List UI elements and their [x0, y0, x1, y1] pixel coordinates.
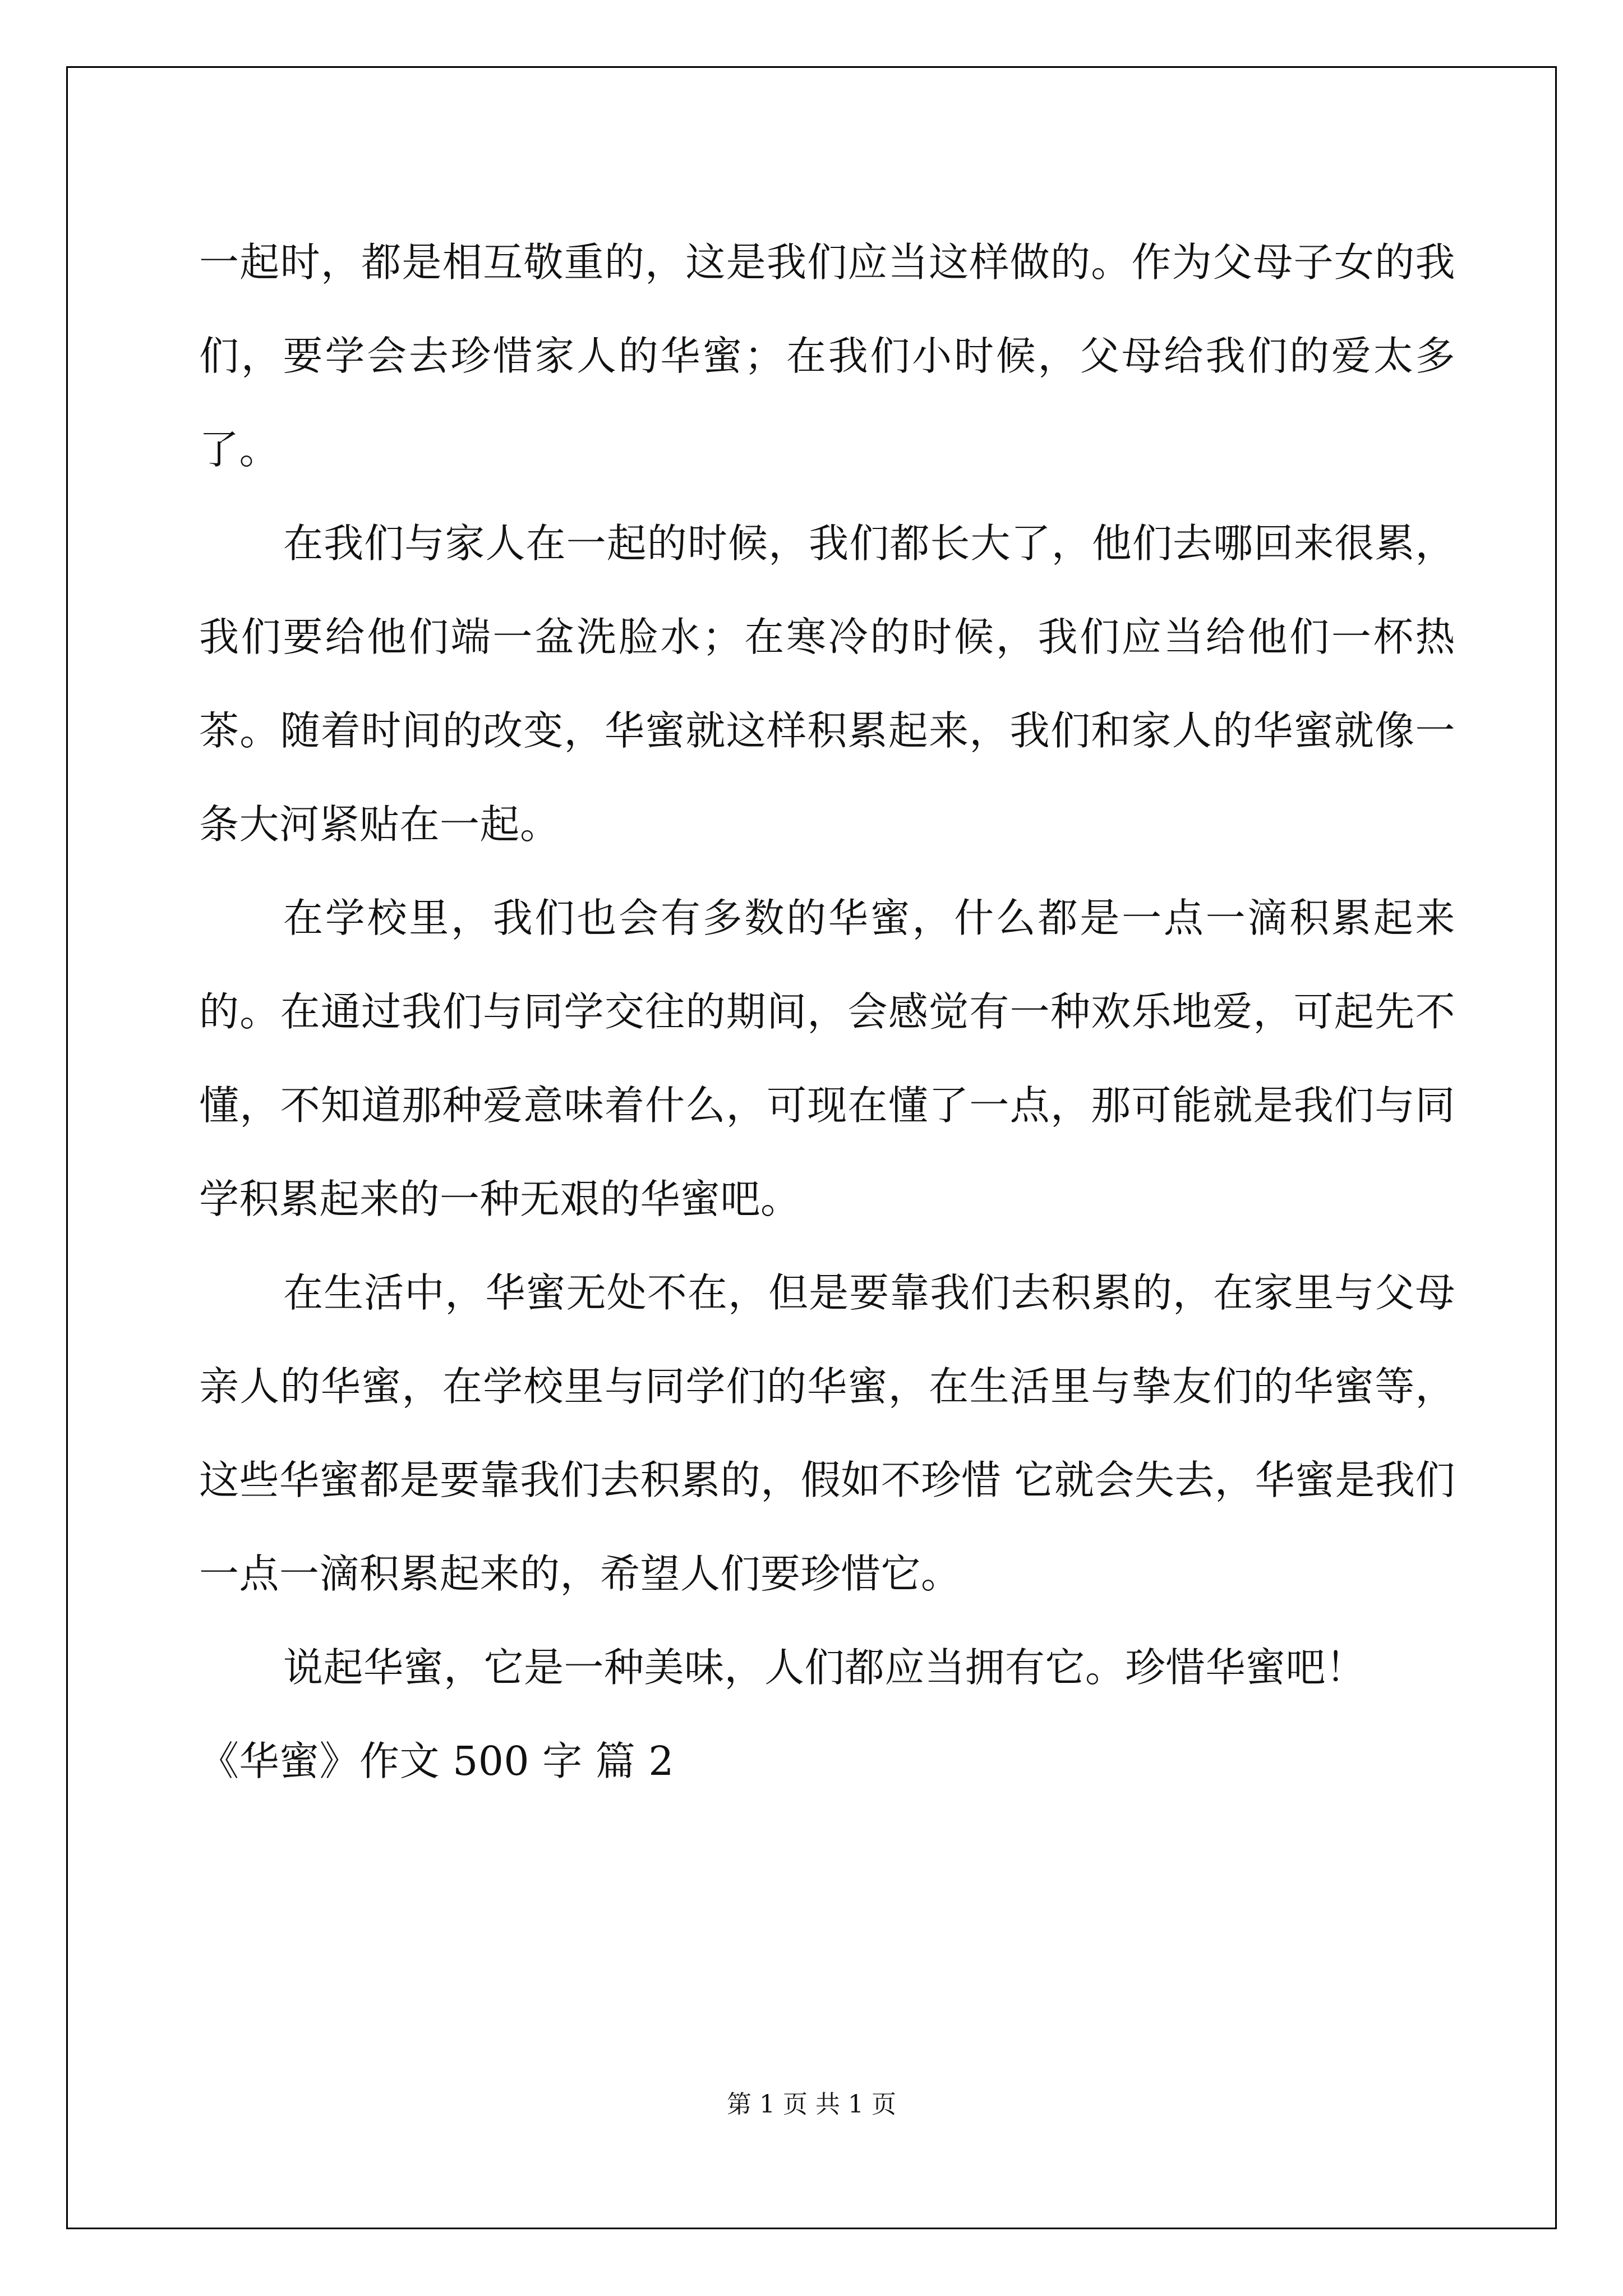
- paragraph-3: 在学校里，我们也会有多数的华蜜，什么都是一点一滴积累起来的。在通过我们与同学交往的期间，会感觉有一种欢乐地爱，可起先不懂，不知道那种爱意味着什么，可现在懂了一点，那可能就是我们与同学积累起来的一种无艰的华蜜吧。: [199, 895, 1455, 1222]
- paragraph-1: 一起时，都是相互敬重的，这是我们应当这样做的。作为父母子女的我们，要学会去珍惜家人的华蜜；在我们小时候，父母给我们的爱太多了。: [199, 239, 1455, 473]
- document-body: [199, 215, 1455, 1808]
- section-heading: 《华蜜》作文 500 字 篇 2: [199, 1738, 674, 1784]
- paragraph-4: 在生活中，华蜜无处不在，但是要靠我们去积累的，在家里与父母亲人的华蜜，在学校里与同学们的华蜜，在生活里与挚友们的华蜜等，这些华蜜都是要靠我们去积累的，假如不珍惜 它就会失去，华蜜是我们一点一滴积累起来的，希望人们要珍惜它。: [199, 1269, 1455, 1597]
- paragraph-5: 说起华蜜，它是一种美味，人们都应当拥有它。珍惜华蜜吧！: [283, 1644, 1366, 1691]
- paragraph-2: 在我们与家人在一起的时候，我们都长大了，他们去哪回来很累，我们要给他们端一盆洗脸水；在寒冷的时候，我们应当给他们一杯热茶。随着时间的改变，华蜜就这样积累起来，我们和家人的华蜜就像一条大河紧贴在一起。: [199, 520, 1455, 848]
- page-number-label: 第 1 页 共 1 页: [727, 2090, 896, 2119]
- page-footer: [0, 2088, 1623, 2122]
